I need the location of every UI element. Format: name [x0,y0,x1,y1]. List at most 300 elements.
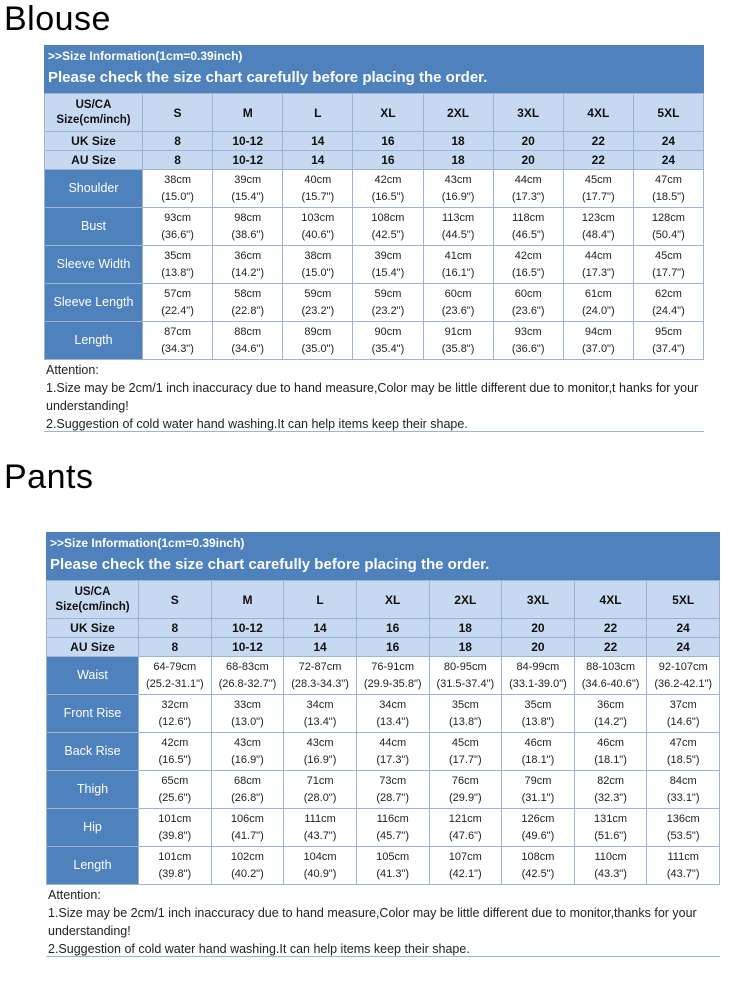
blouse-measure-cell [493,246,563,284]
blouse-measure-inch: (17.3") [581,266,615,279]
pants-measure-cell [502,847,575,885]
pants-measure-inch: (26.8-32.7") [218,677,277,690]
blouse-measure-inch: (15.7") [301,190,335,203]
pants-measure-cm: 35cm [524,698,552,711]
blouse-measure-cm: 44cm [584,249,612,262]
pants-uk-size-value: 14 [284,619,357,638]
blouse-measure-cm: 108cm [371,211,405,224]
pants-measure-cm: 42cm [161,736,189,749]
pants-measure-cm: 65cm [161,774,189,787]
pants-measure-cell [356,771,429,809]
blouse-measure-inch: (15.0") [161,190,194,203]
pants-measure-cell [502,657,575,695]
pants-measure-cm: 126cm [521,812,555,825]
blouse-attention-label: Attention: [46,363,99,377]
pants-measure-cm: 34cm [306,698,334,711]
blouse-measure-cm: 61cm [584,287,612,300]
pants-measure-cm: 105cm [376,850,410,863]
pants-measure-cell [284,847,357,885]
pants-measure-cell [284,809,357,847]
blouse-measure-cell [213,322,283,360]
pants-measure-cm: 84cm [669,774,697,787]
pants-measure-inch: (29.9-35.8") [363,677,422,690]
pants-measure-inch: (33.1") [666,791,700,804]
blouse-measure-cell [353,322,423,360]
pants-measure-inch: (53.5") [666,829,700,842]
pants-measure-inch: (17.3") [376,753,409,766]
blouse-measure-cell [563,284,633,322]
blouse-measure-cm: 95cm [654,325,682,338]
blouse-uk-size-value: 22 [563,132,633,151]
pants-notes [46,885,720,957]
blouse-header-label-size-unit: Size(cm/inch) [56,113,131,126]
blouse-size-header: XL [353,94,423,132]
pants-au-size-label: AU Size [47,638,139,657]
blouse-measure-inch: (16.9") [441,190,475,203]
pants-size-table [46,580,720,885]
blouse-measure-cm: 47cm [654,173,682,186]
blouse-measure-cell [353,170,423,208]
pants-measure-cm: 79cm [524,774,552,787]
blouse-measure-cm: 91cm [444,325,472,338]
blouse-measure-cell [493,170,563,208]
blouse-measure-cm: 60cm [514,287,542,300]
pants-measure-inch: (42.5") [521,867,555,880]
pants-measure-cm: 71cm [306,774,334,787]
pants-au-size-value: 18 [429,638,502,657]
blouse-measure-label: Length [45,322,143,360]
blouse-measure-inch: (24.4") [652,304,685,317]
pants-measure-cm: 136cm [666,812,700,825]
pants-measure-inch: (13.8") [521,715,555,728]
pants-size-header: L [284,581,357,619]
pants-measure-cm: 76cm [451,774,479,787]
pants-measure-cell [139,657,212,695]
pants-measure-inch: (25.2-31.1") [145,677,204,690]
blouse-measure-cell [353,246,423,284]
pants-measure-inch: (16.5") [158,753,192,766]
pants-au-size-value: 16 [356,638,429,657]
pants-uk-size-value: 18 [429,619,502,638]
blouse-measure-cell [143,322,213,360]
blouse-measure-cell [213,284,283,322]
pants-measure-cell [574,695,647,733]
pants-measure-cm: 102cm [230,850,264,863]
pants-measure-cm: 32cm [161,698,189,711]
blouse-measure-cm: 89cm [304,325,332,338]
pants-measure-cm: 92-107cm [658,660,708,673]
blouse-measure-cm: 57cm [164,287,192,300]
blouse-measure-row [45,246,704,284]
pants-measure-cm: 76-91cm [371,660,415,673]
pants-measure-cell [429,657,502,695]
pants-measure-cell [356,733,429,771]
pants-measure-label: Front Rise [47,695,139,733]
pants-measure-cm: 106cm [230,812,264,825]
pants-measure-cell [647,847,720,885]
pants-measure-cell [574,847,647,885]
blouse-au-size-value: 10-12 [213,151,283,170]
pants-measure-cell [139,771,212,809]
pants-banner-size-info: >>Size Information(1cm=0.39inch) [50,536,245,550]
blouse-measure-cell [493,322,563,360]
pants-measure-cell [647,771,720,809]
blouse-size-header: 5XL [633,94,703,132]
blouse-measure-cell [353,284,423,322]
pants-measure-cell [574,771,647,809]
pants-measure-cm: 68-83cm [226,660,269,673]
blouse-measure-cm: 87cm [164,325,192,338]
pants-measure-cm: 36cm [597,698,625,711]
blouse-measure-inch: (17.7") [652,266,685,279]
pants-measure-cm: 88-103cm [586,660,636,673]
pants-measure-cell [139,847,212,885]
blouse-measure-cm: 39cm [374,249,402,262]
blouse-au-size-value: 20 [493,151,563,170]
blouse-size-header: 4XL [563,94,633,132]
blouse-measure-inch: (16.5") [371,190,405,203]
pants-header-label-size-unit: Size(cm/inch) [55,600,130,613]
blouse-notes [44,360,704,432]
pants-measure-row [47,847,720,885]
blouse-measure-row [45,284,704,322]
blouse-measure-cm: 118cm [512,211,545,224]
blouse-au-size-label: AU Size [45,151,143,170]
blouse-uk-size-value: 24 [633,132,703,151]
pants-measure-inch: (14.6") [666,715,700,728]
pants-measure-cell [429,733,502,771]
pants-measure-inch: (40.2") [231,867,264,880]
pants-measure-cell [284,657,357,695]
pants-measure-row [47,809,720,847]
pants-measure-inch: (28.0") [303,791,337,804]
pants-measure-cell [502,809,575,847]
pants-size-header: 4XL [574,581,647,619]
pants-measure-inch: (13.4") [303,715,337,728]
pants-measure-cell [502,771,575,809]
blouse-measure-cell [143,208,213,246]
blouse-measure-inch: (15.4") [231,190,264,203]
pants-measure-label: Thigh [47,771,139,809]
blouse-measure-inch: (13.8") [161,266,194,279]
blouse-title: Blouse [4,0,111,38]
blouse-measure-cm: 123cm [581,211,615,224]
pants-banner [46,532,720,580]
blouse-au-size-value: 14 [283,151,353,170]
pants-measure-cm: 116cm [376,812,409,825]
blouse-uk-size-value: 8 [143,132,213,151]
pants-measure-cm: 131cm [594,812,628,825]
blouse-uk-size-value: 14 [283,132,353,151]
blouse-measure-cell [213,170,283,208]
pants-uk-size-value: 10-12 [211,619,284,638]
pants-size-header: XL [356,581,429,619]
blouse-measure-cell [283,322,353,360]
blouse-measure-inch: (50.4") [652,228,685,241]
pants-note-2: 2.Suggestion of cold water hand washing.It can help items keep their shape. [48,942,470,956]
blouse-measure-inch: (18.5") [652,190,685,203]
blouse-measure-cm: 62cm [654,287,682,300]
pants-measure-cm: 46cm [524,736,552,749]
blouse-measure-cm: 103cm [301,211,335,224]
blouse-size-header: 2XL [423,94,493,132]
blouse-size-header: M [213,94,283,132]
blouse-measure-row [45,208,704,246]
pants-measure-inch: (33.1-39.0") [509,677,567,690]
blouse-measure-cell [493,208,563,246]
blouse-uk-size-label: UK Size [45,132,143,151]
pants-size-header: 3XL [502,581,575,619]
blouse-measure-cell [143,284,213,322]
pants-measure-label: Back Rise [47,733,139,771]
pants-uk-size-label: UK Size [47,619,139,638]
pants-measure-inch: (39.8") [158,829,192,842]
blouse-measure-cell [283,284,353,322]
pants-title: Pants [4,458,94,496]
blouse-measure-cell [213,208,283,246]
blouse-measure-inch: (23.6") [441,304,475,317]
pants-measure-cm: 46cm [597,736,625,749]
pants-measure-cell [429,847,502,885]
pants-measure-cell [356,847,429,885]
pants-measure-cm: 47cm [669,736,697,749]
blouse-measure-inch: (14.2") [231,266,264,279]
pants-measure-inch: (43.7") [303,829,337,842]
pants-measure-inch: (17.7") [448,753,482,766]
pants-au-size-value: 10-12 [211,638,284,657]
pants-measure-label: Hip [47,809,139,847]
pants-measure-inch: (41.7") [231,829,264,842]
blouse-size-chart [44,45,704,432]
pants-measure-cell [574,657,647,695]
pants-measure-cm: 43cm [233,736,261,749]
blouse-measure-cm: 93cm [164,211,192,224]
pants-size-header: S [139,581,212,619]
blouse-measure-cell [213,246,283,284]
pants-measure-cell [211,847,284,885]
pants-measure-inch: (45.7") [376,829,409,842]
blouse-measure-label: Bust [45,208,143,246]
blouse-measure-cell [423,208,493,246]
pants-attention-label: Attention: [48,888,101,902]
blouse-measure-inch: (37.0") [581,342,615,355]
blouse-measure-cell [633,170,703,208]
pants-measure-inch: (32.3") [594,791,627,804]
pants-measure-cm: 111cm [667,850,699,863]
blouse-header-label [45,94,143,132]
blouse-size-header: S [143,94,213,132]
blouse-measure-inch: (35.0") [301,342,335,355]
blouse-measure-cell [423,284,493,322]
pants-measure-inch: (18.5") [666,753,700,766]
pants-measure-inch: (34.6-40.6") [581,677,640,690]
blouse-measure-cell [283,170,353,208]
pants-measure-cell [284,733,357,771]
blouse-measure-cm: 35cm [164,249,192,262]
blouse-measure-cm: 93cm [514,325,542,338]
pants-measure-row [47,771,720,809]
pants-measure-cm: 84-99cm [516,660,560,673]
blouse-measure-inch: (16.1") [441,266,475,279]
blouse-measure-inch: (15.4") [371,266,405,279]
blouse-measure-cm: 88cm [234,325,262,338]
pants-uk-size-value: 24 [647,619,720,638]
pants-measure-cell [139,695,212,733]
pants-measure-cell [211,695,284,733]
pants-measure-inch: (29.9") [448,791,482,804]
pants-uk-size-value: 16 [356,619,429,638]
pants-measure-cell [356,657,429,695]
pants-au-size-value: 8 [139,638,212,657]
blouse-measure-cell [143,246,213,284]
blouse-measure-cm: 59cm [374,287,402,300]
pants-measure-cell [502,695,575,733]
pants-measure-cell [647,695,720,733]
blouse-measure-cell [563,170,633,208]
pants-measure-cm: 35cm [451,698,479,711]
pants-measure-inch: (16.9") [303,753,337,766]
pants-measure-inch: (31.1") [521,791,555,804]
blouse-measure-cm: 40cm [304,173,332,186]
pants-measure-cm: 45cm [451,736,479,749]
pants-measure-cell [139,733,212,771]
pants-measure-cell [429,695,502,733]
blouse-measure-inch: (24.0") [581,304,615,317]
blouse-measure-inch: (34.6") [231,342,264,355]
pants-au-size-value: 24 [647,638,720,657]
pants-measure-cell [211,657,284,695]
pants-measure-cell [574,733,647,771]
pants-au-size-row [47,638,720,657]
pants-measure-cm: 68cm [233,774,261,787]
blouse-measure-cm: 36cm [234,249,262,262]
blouse-measure-inch: (23.2") [371,304,405,317]
pants-measure-cm: 104cm [303,850,337,863]
pants-header-label-us-ca: US/CA [74,585,111,598]
pants-measure-inch: (26.8") [231,791,264,804]
blouse-banner [44,45,704,93]
pants-measure-row [47,657,720,695]
blouse-measure-cell [633,322,703,360]
pants-measure-inch: (42.1") [448,867,482,880]
pants-measure-inch: (13.8") [448,715,482,728]
blouse-measure-label: Sleeve Length [45,284,143,322]
blouse-size-table [44,93,704,360]
blouse-measure-inch: (40.6") [301,228,335,241]
pants-uk-size-value: 8 [139,619,212,638]
pants-measure-label: Length [47,847,139,885]
pants-measure-cell [356,695,429,733]
blouse-measure-inch: (23.6") [511,304,545,317]
blouse-measure-cell [633,246,703,284]
blouse-measure-cell [633,284,703,322]
pants-measure-cell [429,771,502,809]
blouse-measure-inch: (42.5") [371,228,405,241]
pants-measure-inch: (31.5-37.4") [436,677,495,690]
blouse-note-1: 1.Size may be 2cm/1 inch inaccuracy due to hand measure,Color may be little different due to monitor,t hanks for your understanding! [46,381,699,413]
blouse-uk-size-value: 10-12 [213,132,283,151]
blouse-measure-cm: 38cm [164,173,192,186]
pants-measure-inch: (16.9") [231,753,264,766]
pants-banner-instruction: Please check the size chart carefully before placing the order. [50,556,490,573]
pants-measure-inch: (47.6") [448,829,482,842]
blouse-measure-cm: 42cm [514,249,542,262]
pants-measure-cell [647,733,720,771]
pants-measure-cm: 108cm [521,850,555,863]
blouse-measure-inch: (38.6") [231,228,264,241]
pants-measure-cell [211,733,284,771]
pants-measure-cm: 82cm [597,774,625,787]
blouse-measure-cell [423,246,493,284]
pants-measure-cm: 73cm [379,774,407,787]
blouse-measure-cell [283,208,353,246]
blouse-measure-cm: 39cm [234,173,262,186]
blouse-measure-inch: (48.4") [581,228,615,241]
pants-measure-inch: (13.0") [231,715,264,728]
pants-note-1: 1.Size may be 2cm/1 inch inaccuracy due to hand measure,Color may be little different due to monitor,thanks for your understanding! [48,906,697,938]
pants-size-header: 2XL [429,581,502,619]
blouse-measure-label: Shoulder [45,170,143,208]
blouse-measure-inch: (34.3") [161,342,194,355]
blouse-header-label-us-ca: US/CA [75,98,112,111]
blouse-measure-row [45,170,704,208]
pants-measure-cm: 80-95cm [443,660,487,673]
pants-uk-size-row [47,619,720,638]
blouse-measure-inch: (46.5") [511,228,545,241]
pants-measure-inch: (36.2-42.1") [654,677,713,690]
pants-measure-inch: (41.3") [376,867,409,880]
pants-measure-cell [647,809,720,847]
blouse-measure-label: Sleeve Width [45,246,143,284]
blouse-measure-cm: 45cm [584,173,612,186]
pants-measure-cm: 111cm [304,812,336,825]
pants-measure-inch: (18.1") [594,753,627,766]
pants-au-size-value: 14 [284,638,357,657]
blouse-measure-cm: 94cm [584,325,612,338]
pants-uk-size-value: 22 [574,619,647,638]
pants-measure-inch: (14.2") [594,715,627,728]
blouse-uk-size-value: 20 [493,132,563,151]
pants-uk-size-value: 20 [502,619,575,638]
blouse-measure-cm: 42cm [374,173,402,186]
blouse-size-header: L [283,94,353,132]
blouse-measure-cm: 128cm [651,211,685,224]
pants-measure-cm: 44cm [379,736,407,749]
blouse-measure-cm: 98cm [234,211,262,224]
blouse-measure-inch: (16.5") [511,266,545,279]
pants-measure-cell [284,695,357,733]
pants-measure-inch: (28.7") [376,791,409,804]
blouse-note-2: 2.Suggestion of cold water hand washing.It can help items keep their shape. [46,417,468,431]
blouse-measure-cell [283,246,353,284]
blouse-measure-cm: 45cm [654,249,682,262]
pants-measure-row [47,733,720,771]
blouse-measure-cm: 59cm [304,287,332,300]
pants-measure-cell [502,733,575,771]
blouse-banner-instruction: Please check the size chart carefully before placing the order. [48,69,488,86]
pants-measure-cm: 110cm [594,850,627,863]
pants-size-header: M [211,581,284,619]
blouse-au-size-value: 24 [633,151,703,170]
blouse-measure-inch: (17.3") [511,190,545,203]
blouse-uk-size-value: 18 [423,132,493,151]
blouse-measure-inch: (22.8") [231,304,264,317]
pants-measure-cm: 72-87cm [298,660,342,673]
pants-measure-cm: 101cm [158,850,192,863]
pants-measure-inch: (49.6") [521,829,555,842]
pants-measure-inch: (43.7") [666,867,700,880]
blouse-measure-inch: (44.5") [441,228,475,241]
